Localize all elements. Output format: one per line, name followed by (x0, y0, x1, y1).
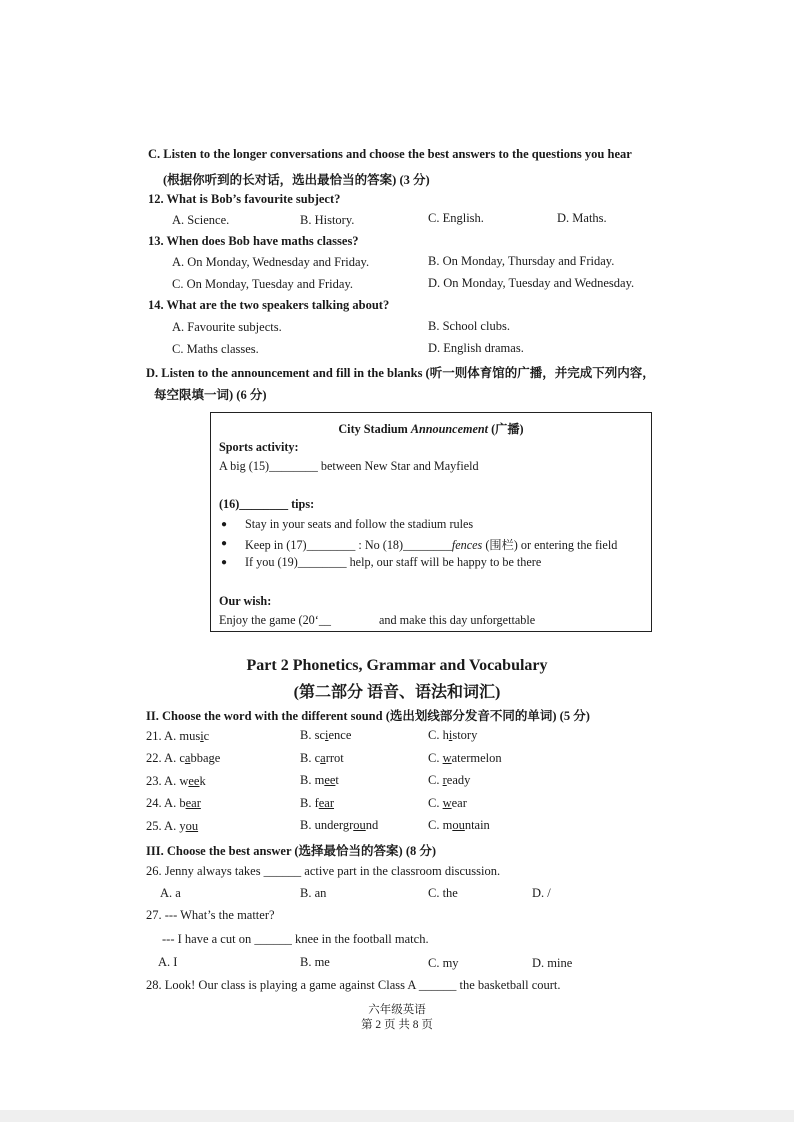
footer-page-number: 第 2 页 共 8 页 (361, 1019, 433, 1031)
blank-20-pre: Enjoy the game (20‘__ (219, 613, 332, 627)
section-c-title: C. Listen to the longer conversations and choose the best answers to the questions you hear (148, 147, 632, 161)
q22-option-c: C. watermelon (428, 751, 502, 765)
question-12: 12. What is Bob’s favourite subject? (148, 192, 341, 206)
q21-option-b: B. science (300, 728, 352, 742)
question-28: 28. Look! Our class is playing a game against Class A ______ the basketball court. (146, 978, 561, 992)
q21-option-a: 21. A. music (146, 729, 210, 743)
q13-option-a: A. On Monday, Wednesday and Friday. (172, 255, 370, 269)
q13-option-b: B. On Monday, Thursday and Friday. (428, 254, 615, 268)
q26-option-b: B. an (300, 886, 327, 900)
question-13: 13. When does Bob have maths classes? (148, 234, 359, 248)
section-c-subtitle: (根据你听到的长对话，选出最恰当的答案) (3 分) (163, 173, 430, 187)
q24-option-a: 24. A. bear (146, 796, 201, 810)
q23-option-b: B. meet (300, 773, 339, 787)
blank-20-post: and make this day unforgettable (379, 613, 536, 627)
q24-option-c: C. wear (428, 796, 467, 810)
section-ii-title: II. Choose the word with the different sound (选出划线部分发音不同的单词) (5 分) (146, 709, 590, 723)
sports-activity-label: Sports activity: (219, 440, 299, 454)
section-d-subtitle: 每空限填一词) (6 分) (154, 388, 267, 402)
q22-option-b: B. carrot (300, 751, 344, 765)
q14-option-a: A. Favourite subjects. (172, 320, 282, 334)
tip-3: If you (19)________ help, our staff will be happy to be there (245, 555, 542, 569)
question-14: 14. What are the two speakers talking about? (148, 298, 390, 312)
tip-1: Stay in your seats and follow the stadium rules (245, 517, 474, 531)
q24-option-b: B. fear (300, 796, 335, 810)
bullet-icon: ● (221, 557, 228, 568)
q23-option-c: C. ready (428, 773, 471, 787)
section-d-title: D. Listen to the announcement and fill in the blanks (听一则体育馆的广播，并完成下列内容， (146, 366, 655, 380)
section-iii-title: III. Choose the best answer (选择最恰当的答案) (8 分) (146, 844, 437, 858)
announcement-title: City Stadium Announcement (广播) (338, 422, 524, 436)
q12-option-a: A. Science. (172, 213, 230, 227)
part2-title: Part 2 Phonetics, Grammar and Vocabulary (246, 657, 548, 674)
q23-option-a: 23. A. week (146, 774, 206, 788)
q25-option-b: B. underground (300, 818, 379, 832)
q12-option-b: B. History. (300, 213, 355, 227)
part2-subtitle: (第二部分 语音、语法和词汇) (293, 684, 501, 701)
our-wish-label: Our wish: (219, 594, 272, 608)
q25-option-c: C. mountain (428, 818, 490, 832)
q26-option-a: A. a (160, 886, 181, 900)
q22-option-a: 22. A. cabbage (146, 751, 221, 765)
question-26: 26. Jenny always takes ______ active part in the classroom discussion. (146, 864, 501, 878)
q21-option-c: C. history (428, 728, 478, 742)
q12-option-d: D. Maths. (557, 211, 607, 225)
q26-option-c: C. the (428, 886, 458, 900)
q14-option-b: B. School clubs. (428, 319, 510, 333)
announcement-box (210, 412, 652, 632)
q26-option-d: D. / (532, 886, 551, 900)
blank-15-line: A big (15)________ between New Star and Mayfield (219, 459, 479, 473)
bottom-strip (0, 1110, 794, 1122)
q14-option-d: D. English dramas. (428, 341, 524, 355)
q13-option-c: C. On Monday, Tuesday and Friday. (172, 277, 354, 291)
q27-option-c: C. my (428, 956, 459, 970)
bullet-icon: ● (221, 538, 228, 549)
q14-option-c: C. Maths classes. (172, 342, 259, 356)
bullet-icon: ● (221, 519, 228, 530)
q25-option-a: 25. A. you (146, 819, 199, 833)
question-27: 27. --- What’s the matter? (146, 908, 275, 922)
tips-label: (16)________ tips: (219, 497, 315, 511)
footer-grade: 六年级英语 (368, 1004, 426, 1016)
q13-option-d: D. On Monday, Tuesday and Wednesday. (428, 276, 635, 290)
q27-option-d: D. mine (532, 956, 573, 970)
q27-option-b: B. me (300, 955, 330, 969)
q27-option-a: A. I (158, 955, 178, 969)
tip-2: Keep in (17)________ : No (18)________fences (围栏) or entering the field (245, 538, 618, 552)
q12-option-c: C. English. (428, 211, 484, 225)
question-27-reply: --- I have a cut on ______ knee in the football match. (162, 932, 429, 946)
